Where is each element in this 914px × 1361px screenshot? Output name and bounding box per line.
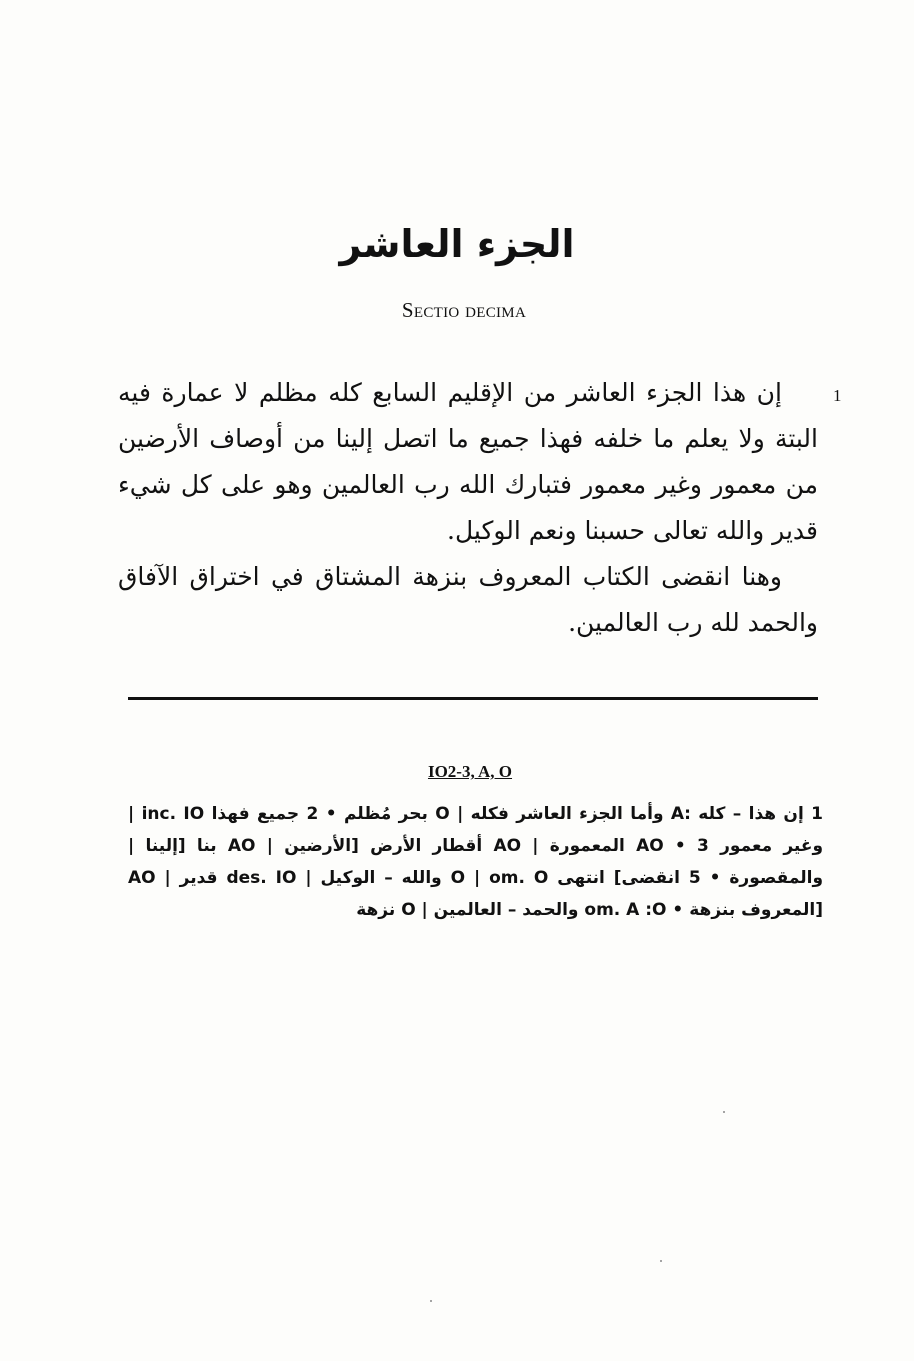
paper-speck	[660, 1260, 662, 1262]
main-paragraph-1: إن هذا الجزء العاشر من الإقليم السابع كله مظلم لا عمارة فيه البتة ولا يعلم ما خلفه فهذا جميع ما اتصل إلينا من أوصاف الأرضين من معمور وغير معمور فتبارك الله رب العالمين وهو على كل شيء قدير والله تعالى حسبنا ونعم الوكيل.	[118, 378, 818, 545]
footnote-divider	[128, 697, 818, 700]
paper-speck	[723, 1111, 725, 1113]
sigla-text: IO2-3, A, O	[427, 762, 513, 781]
chapter-title-arabic: الجزء العاشر	[339, 222, 575, 266]
main-paragraph-2: وهنا انقضى الكتاب المعروف بنزهة المشتاق في اختراق الآفاق والحمد لله رب العالمين.	[118, 562, 818, 637]
chapter-title-latin	[0, 298, 914, 323]
manuscript-sigla	[0, 762, 914, 782]
main-text-block	[118, 370, 818, 646]
line-number: 1	[833, 386, 842, 405]
critical-apparatus	[128, 798, 823, 926]
latin-title-text: Sectio decima	[401, 298, 527, 322]
apparatus-notes: 1 إن هذا – كله :A وأما الجزء العاشر فكله | O بحر مُظلم • 2 جميع فهذا inc. IO | وغير معمور 3 • AO المعمورة | AO أقطار الأرض [الأرضين | AO بنا [إلينا | والمقصورة • 5 انقضى] انتهى O | om. O والله – الوكيل | des. IO قدير | AO [المعروف بنزهة • om. A :O والحمد – العالمين | O نزهة	[128, 804, 824, 920]
paper-speck	[430, 1300, 432, 1302]
